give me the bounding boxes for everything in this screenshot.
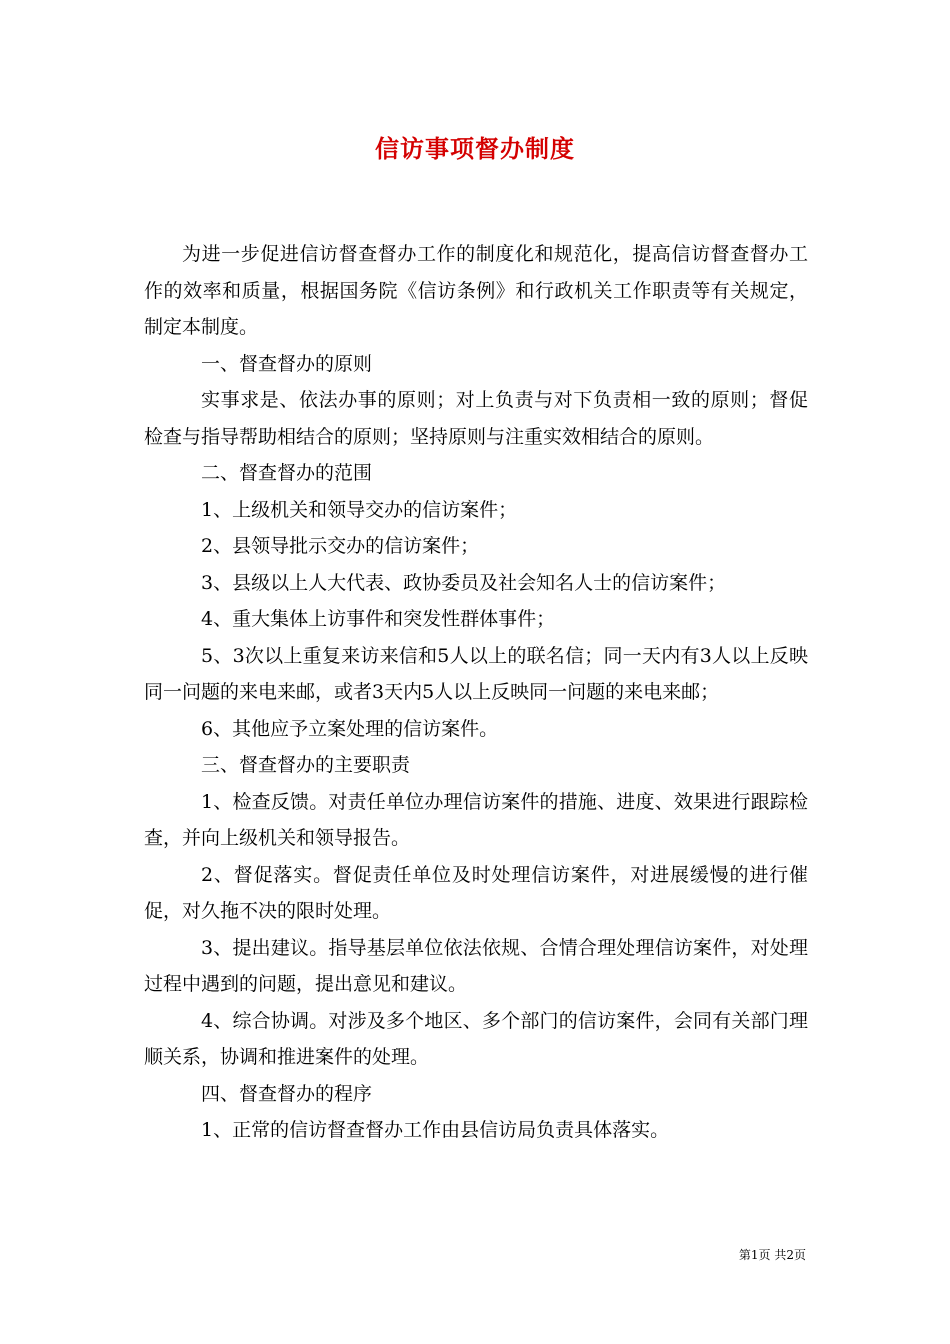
duty-item: 1、检查反馈。对责任单位办理信访案件的措施、进度、效果进行跟踪检查，并向上级机关和领导报告。: [144, 790, 808, 849]
procedure-item: 1、正常的信访督查督办工作由县信访局负责具体落实。: [201, 1119, 670, 1141]
document-title: 信访事项督办制度: [375, 134, 575, 163]
scope-item: 6、其他应予立案处理的信访案件。: [201, 717, 499, 740]
scope-item: 1、上级机关和领导交办的信访案件；: [201, 498, 518, 521]
scope-item: 5、3次以上重复来访来信和5人以上的联名信；同一天内有3人以上反映同一问题的来电来邮，或者3天内5人以上反映同一问题的来电来邮；: [144, 644, 808, 703]
intro-paragraph: 为进一步促进信访督查督办工作的制度化和规范化，提高信访督查督办工作的效率和质量，根据国务院《信访条例》和行政机关工作职责等有关规定，制定本制度。: [144, 243, 808, 338]
document-body: [144, 236, 808, 1149]
section-heading-scope: 二、督查督办的范围: [201, 462, 373, 484]
scope-item: 2、县领导批示交办的信访案件；: [201, 535, 480, 557]
scope-item: 3、县级以上人大代表、政协委员及社会知名人士的信访案件；: [201, 571, 727, 594]
scope-item: 4、重大集体上访事件和突发性群体事件；: [201, 608, 556, 630]
section-heading-duties: 三、督查督办的主要职责: [201, 754, 411, 776]
duty-item: 3、提出建议。指导基层单位依法依规、合情合理处理信访案件，对处理过程中遇到的问题，提出意见和建议。: [144, 936, 808, 995]
duty-item: 4、综合协调。对涉及多个地区、多个部门的信访案件，会同有关部门理顺关系，协调和推进案件的处理。: [144, 1009, 808, 1068]
section-heading-principles: 一、督查督办的原则: [201, 352, 373, 375]
duty-item: 2、督促落实。督促责任单位及时处理信访案件，对进展缓慢的进行催促，对久拖不决的限时处理。: [144, 863, 808, 922]
principles-paragraph: 实事求是、依法办事的原则；对上负责与对下负责相一致的原则；督促检查与指导帮助相结合的原则；坚持原则与注重实效相结合的原则。: [144, 389, 808, 448]
page-number-footer: 第1页 共2页: [738, 1248, 806, 1262]
section-heading-procedure: 四、督查督办的程序: [201, 1082, 373, 1105]
